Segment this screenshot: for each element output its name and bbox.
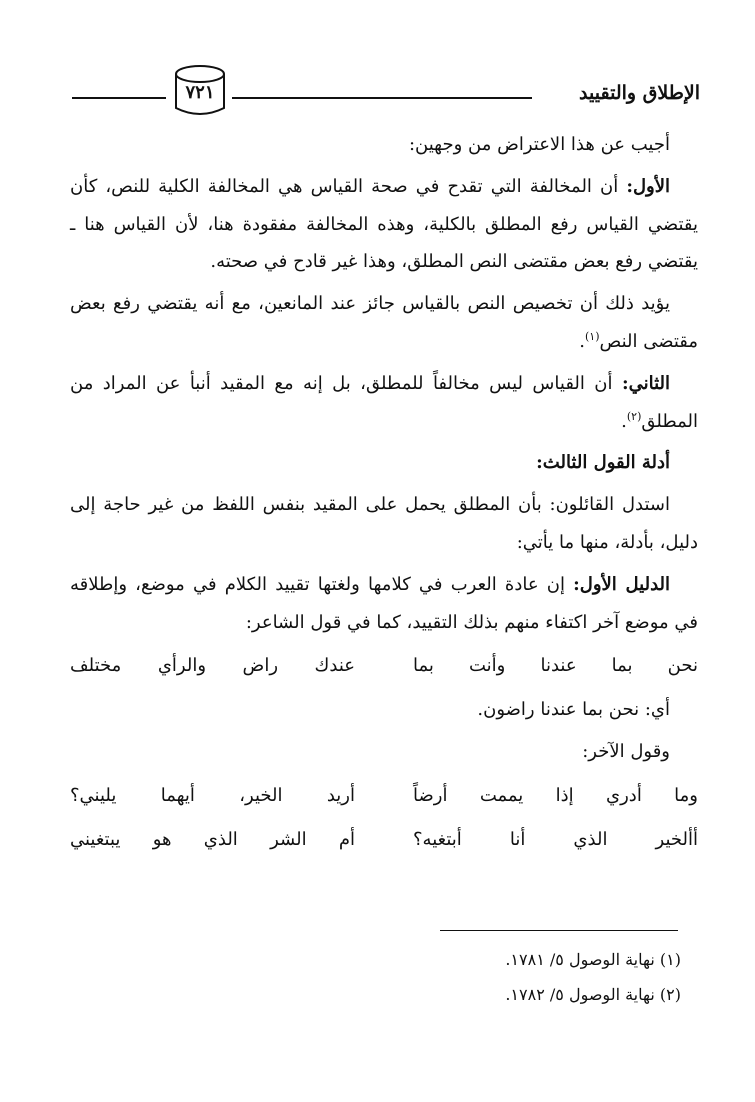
paragraph-text: أن المخالفة التي تقدح في صحة القياس هي المخالفة الكلية للنص، كأن يقتضي القياس رفع المطلق بالكلية، وهذه المخالفة مفقودة هنا، لأن القياس هنا ـ يقتضي رفع بعض مقتضى النص المطلق، وهذا غير قادح في صحته.	[70, 175, 698, 273]
header-rule-left	[72, 97, 166, 99]
paragraph-text: إن عادة العرب في كلامها ولغتها تقييد الكلام في موضع، وإطلاقه في موضع آخر اكتفاء منهم بذلك التقييد، كما في قول الشاعر:	[70, 573, 698, 633]
paragraph-text: يؤيد ذلك أن تخصيص النص بالقياس جائز عند المانعين، مع أنه يقتضي رفع بعض مقتضى النص	[70, 293, 698, 352]
verse	[70, 777, 698, 815]
verse-hemistich: نحن بما عندنا وأنت بما	[413, 655, 698, 677]
paragraph-lead: الدليل الأول:	[573, 573, 670, 595]
footnote: (٢) نهاية الوصول ٥/ ١٧٨٢.	[505, 985, 681, 1005]
paragraph	[70, 168, 698, 281]
verse	[70, 647, 698, 685]
paragraph	[70, 566, 698, 642]
running-title: الإطلاق والتقييد	[579, 82, 700, 104]
paragraph: يؤيد ذلك أن تخصيص النص بالقياس جائز عند المانعين، مع أنه يقتضي رفع بعض مقتضى النص$^{(١)}$.	[70, 293, 698, 352]
page-number-badge	[172, 62, 228, 118]
verse-hemistich: وما أدري إذا يممت أرضاً	[413, 784, 698, 806]
footnote: (١) نهاية الوصول ٥/ ١٧٨١.	[505, 950, 681, 969]
body-text	[70, 126, 698, 864]
footnote-ref: (٢)	[626, 409, 642, 423]
paragraph: الثاني: أن القياس ليس مخالفاً للمطلق، بل إنه مع المقيد أنبأ عن المراد من المطلق$^{(٢)}$.	[70, 372, 698, 432]
paragraph: استدل القائلون: بأن المطلق يحمل على المقيد بنفس اللفظ من غير حاجة إلى دليل، بأدلة، منها ما يأتي:	[70, 494, 698, 553]
page-header	[72, 62, 700, 122]
footnote-divider	[440, 930, 678, 931]
verse-hemistich: أريد الخير، أيهما يليني؟	[70, 784, 355, 806]
section-heading: أدلة القول الثالث:	[536, 452, 670, 474]
verse	[70, 821, 698, 859]
paragraph: أي: نحن بما عندنا راضون.	[477, 699, 670, 721]
page-number: ٧٢١	[185, 82, 215, 103]
verse-hemistich: أألخير الذي أنا أبتغيه؟	[413, 828, 698, 850]
paragraph-lead: الثاني:	[621, 372, 670, 394]
paragraph-lead: الأول:	[626, 175, 670, 197]
paragraph: أجيب عن هذا الاعتراض من وجهين:	[408, 134, 670, 155]
verse-hemistich: أم الشر الذي هو يبتغيني	[70, 828, 355, 850]
paragraph-text: أن القياس ليس مخالفاً للمطلق، بل إنه مع المقيد أنبأ عن المراد من المطلق	[70, 372, 698, 432]
verse-hemistich: عندك راض والرأي مختلف	[70, 655, 355, 677]
header-rule-right	[232, 97, 532, 99]
paragraph: وقول الآخر:	[582, 740, 670, 762]
footnote-ref: (١)	[585, 329, 600, 343]
footnotes	[61, 942, 681, 1012]
